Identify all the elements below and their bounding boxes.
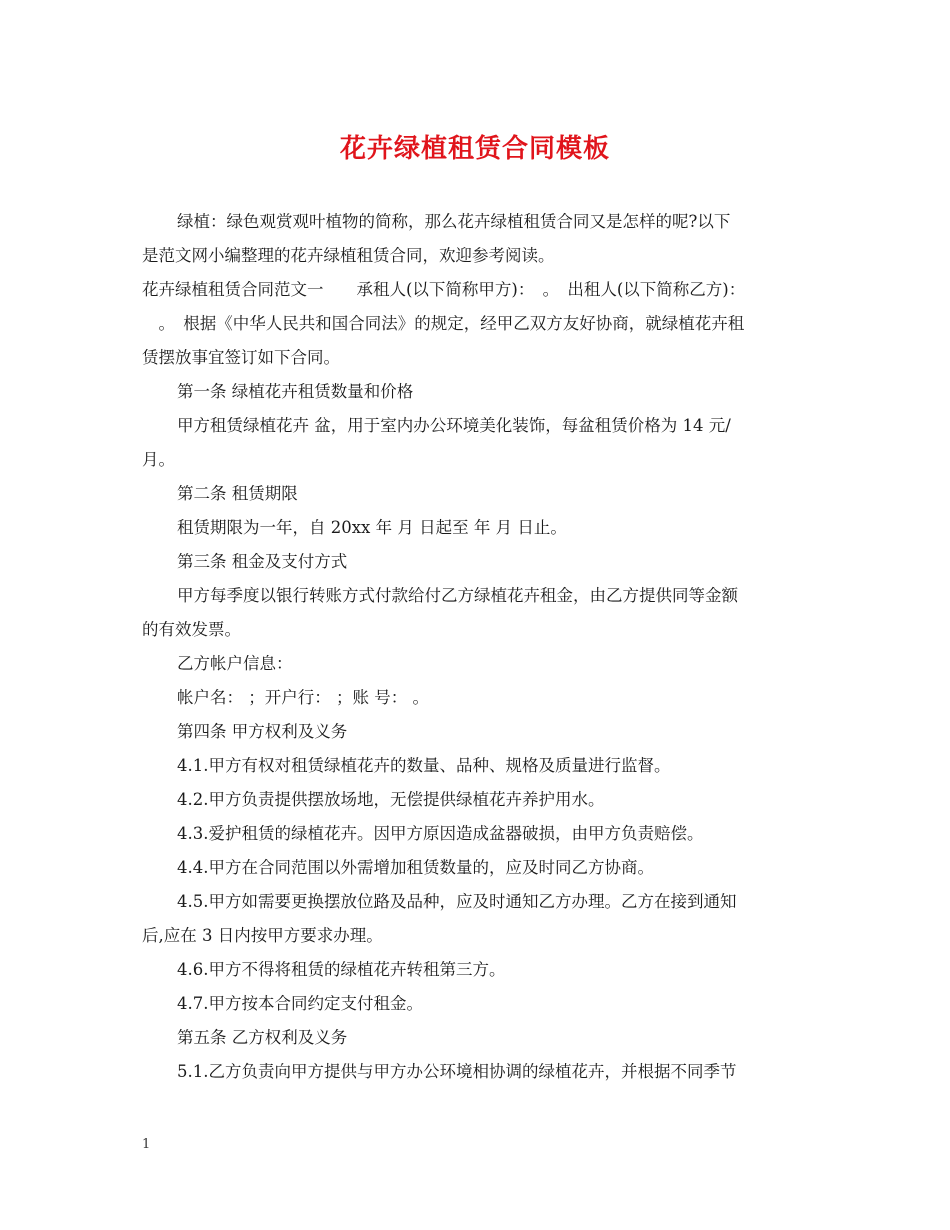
clause-line: 4.1.甲方有权对租赁绿植花卉的数量、品种、规格及质量进行监督。 (177, 756, 671, 775)
page-number: 1 (142, 1137, 151, 1152)
clause-line: 5.1.乙方负责向甲方提供与甲方办公环境相协调的绿植花卉，并根据不同季节 (177, 1062, 737, 1081)
paragraph-line: 甲方租赁绿植花卉 盆，用于室内办公环境美化装饰，每盆租赁价格为 14 元/ (177, 416, 731, 435)
paragraph-line: 帐户名： ；开户行： ；账 号： 。 (177, 688, 429, 707)
clause-line: 4.5.甲方如需要更换摆放位路及品种，应及时通知乙方办理。乙方在接到通知 (177, 892, 737, 911)
paragraph-line: 乙方帐户信息： (177, 654, 293, 673)
section-heading: 第二条 租赁期限 (177, 484, 298, 503)
document-title: 花卉绿植租赁合同模板 (339, 134, 610, 164)
paragraph-line: 租赁期限为一年，自 20xx 年 月 日起至 年 月 日止。 (177, 518, 567, 537)
clause-line: 后,应在 3 日内按甲方要求办理。 (142, 926, 383, 945)
clause-line: 4.3.爱护租赁的绿植花卉。因甲方原因造成盆器破损，由甲方负责赔偿。 (177, 824, 704, 843)
section-heading: 第一条 绿植花卉租赁数量和价格 (177, 382, 414, 401)
section-heading: 第四条 甲方权利及义务 (177, 722, 348, 741)
clause-line: 4.2.甲方负责提供摆放场地，无偿提供绿植花卉养护用水。 (177, 790, 605, 809)
clause-line: 4.7.甲方按本合同约定支付租金。 (177, 994, 423, 1013)
paragraph-line: 是范文网小编整理的花卉绿植租赁合同，欢迎参考阅读。 (142, 246, 555, 265)
paragraph-line: 。 根据《中华人民共和国合同法》的规定，经甲乙双方友好协商，就绿植花卉租 (142, 314, 745, 333)
paragraph-line: 月。 (142, 450, 175, 469)
section-heading: 第三条 租金及支付方式 (177, 552, 348, 571)
clause-line: 4.4.甲方在合同范围以外需增加租赁数量的，应及时同乙方协商。 (177, 858, 654, 877)
paragraph-line: 甲方每季度以银行转账方式付款给付乙方绿植花卉租金，由乙方提供同等金额 (177, 586, 738, 605)
paragraph-line: 花卉绿植租赁合同范文一 承租人(以下简称甲方)： 。 出租人(以下简称乙方)： (142, 280, 746, 299)
document-body (142, 205, 812, 1089)
paragraph-line: 的有效发票。 (142, 620, 241, 639)
paragraph-line: 绿植：绿色观赏观叶植物的简称，那么花卉绿植租赁合同又是怎样的呢?以下 (177, 212, 731, 231)
clause-line: 4.6.甲方不得将租赁的绿植花卉转租第三方。 (177, 960, 506, 979)
paragraph-line: 赁摆放事宜签订如下合同。 (142, 348, 340, 367)
section-heading: 第五条 乙方权利及义务 (177, 1028, 348, 1047)
